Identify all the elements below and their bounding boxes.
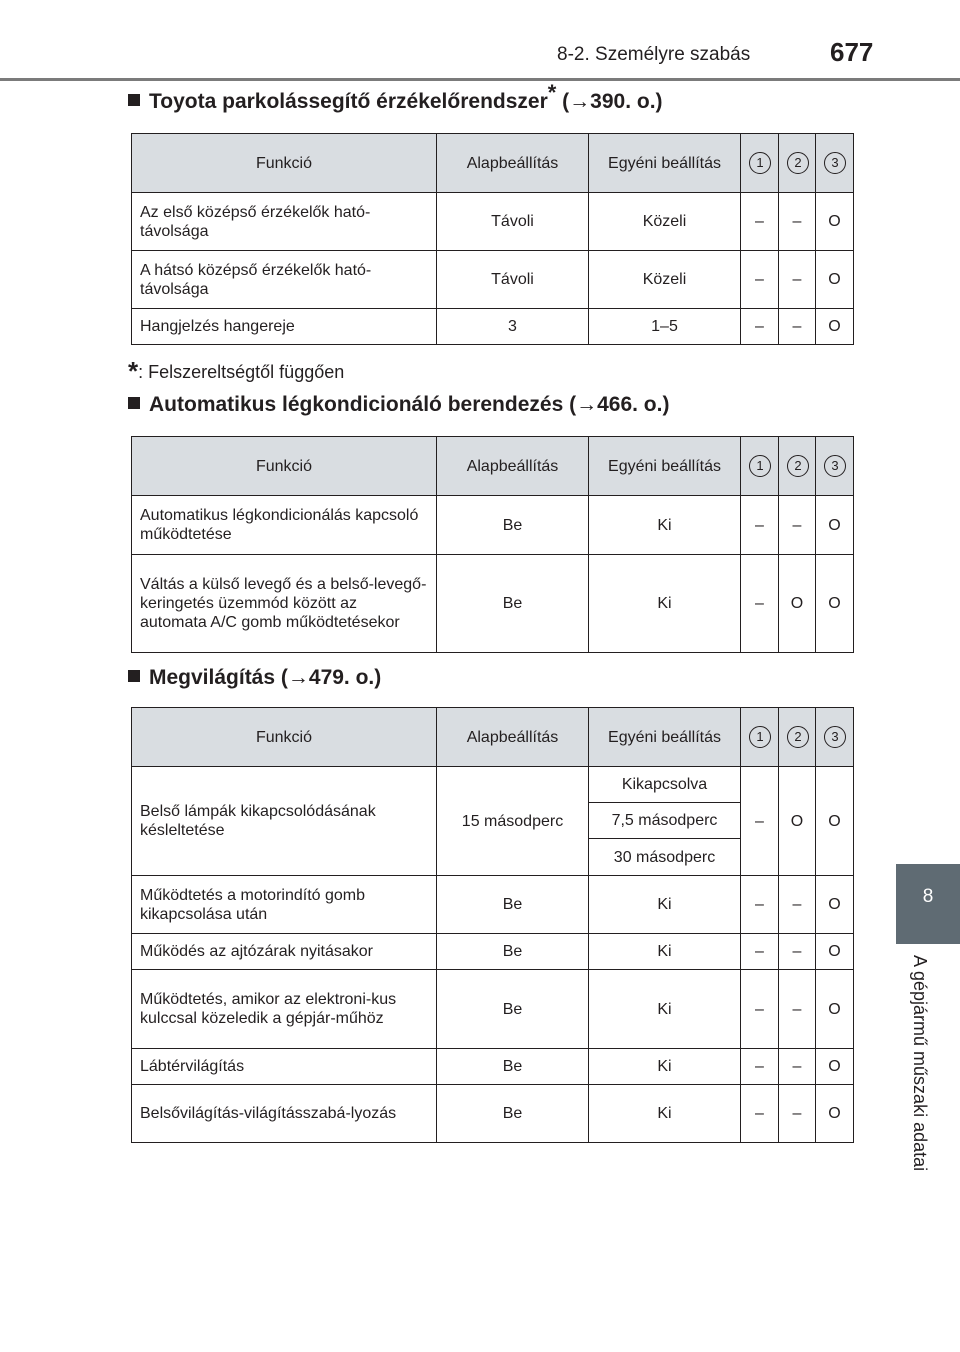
bullet-square-icon xyxy=(128,397,140,409)
col-custom: Egyéni beállítás xyxy=(589,437,741,496)
circle-3-icon: 3 xyxy=(824,455,846,477)
circle-3-icon: 3 xyxy=(824,152,846,174)
header-rule xyxy=(0,78,960,81)
circle-2-icon: 2 xyxy=(787,726,809,748)
circle-1-icon: 1 xyxy=(749,455,771,477)
page-header xyxy=(0,0,960,80)
table-row: A hátsó középső érzékelők ható-távolsága Távoli Közeli – – O xyxy=(132,251,854,309)
col-custom: Egyéni beállítás xyxy=(589,134,741,193)
col-func: Funkció xyxy=(132,437,437,496)
section1-heading: Toyota parkolássegítő érzékelőrendszer* (→390. o.) xyxy=(128,90,663,114)
section2-heading: Automatikus légkondicionáló berendezés (→466. o.) xyxy=(128,393,669,417)
table-header-row xyxy=(132,437,854,496)
section3-heading: Megvilágítás (→479. o.) xyxy=(128,666,381,690)
option-cell: 7,5 másodperc xyxy=(589,803,741,839)
table-header-row xyxy=(132,708,854,767)
table-row: Váltás a külső levegő és a belső-levegő-keringetés üzemmód között az automata A/C gomb működtetésekor Be Ki – O O xyxy=(132,555,854,653)
circle-1-icon: 1 xyxy=(749,152,771,174)
circle-2-icon: 2 xyxy=(787,455,809,477)
table-row: Működtetés, amikor az elektroni-kus kulccsal közeledik a gépjár-műhöz Be Ki – – O xyxy=(132,970,854,1049)
option-cell: Kikapcsolva xyxy=(589,767,741,803)
table-row: Működés az ajtózárak nyitásakor Be Ki – – O xyxy=(132,934,854,970)
bullet-square-icon xyxy=(128,670,140,682)
table-row: Belső lámpák kikapcsolódásának késleltetése 15 másodperc Kikapcsolva – O O xyxy=(132,767,854,803)
circle-2-icon: 2 xyxy=(787,152,809,174)
section1-table xyxy=(131,133,854,345)
footnote: *: Felszereltségtől függően xyxy=(128,356,345,386)
col-custom: Egyéni beállítás xyxy=(589,708,741,767)
col-default: Alapbeállítás xyxy=(437,708,589,767)
circle-3-icon: 3 xyxy=(824,726,846,748)
col-default: Alapbeállítás xyxy=(437,134,589,193)
section-title: 8-2. Személyre szabás xyxy=(557,44,751,65)
chapter-number: 8 xyxy=(922,886,934,907)
bullet-square-icon xyxy=(128,94,140,106)
chapter-title: A gépjármű műszaki adatai xyxy=(910,955,930,1172)
col-func: Funkció xyxy=(132,708,437,767)
option-cell: 30 másodperc xyxy=(589,839,741,876)
table-row: Lábtérvilágítás Be Ki – – O xyxy=(132,1049,854,1085)
circle-1-icon: 1 xyxy=(749,726,771,748)
section3-table xyxy=(131,707,854,1143)
col-func: Funkció xyxy=(132,134,437,193)
table-header-row xyxy=(132,134,854,193)
table-row: Működtetés a motorindító gomb kikapcsolása után Be Ki – – O xyxy=(132,876,854,934)
page-number: 677 xyxy=(830,37,874,67)
table-row: Automatikus légkondicionálás kapcsoló működtetése Be Ki – – O xyxy=(132,496,854,555)
table-row: Hangjelzés hangereje 3 1–5 – – O xyxy=(132,309,854,345)
col-default: Alapbeállítás xyxy=(437,437,589,496)
table-row: Belsővilágítás-világításszabá-lyozás Be Ki – – O xyxy=(132,1085,854,1143)
section2-table xyxy=(131,436,854,653)
chapter-tab xyxy=(896,864,960,944)
table-row: Az első középső érzékelők ható-távolsága Távoli Közeli – – O xyxy=(132,193,854,251)
